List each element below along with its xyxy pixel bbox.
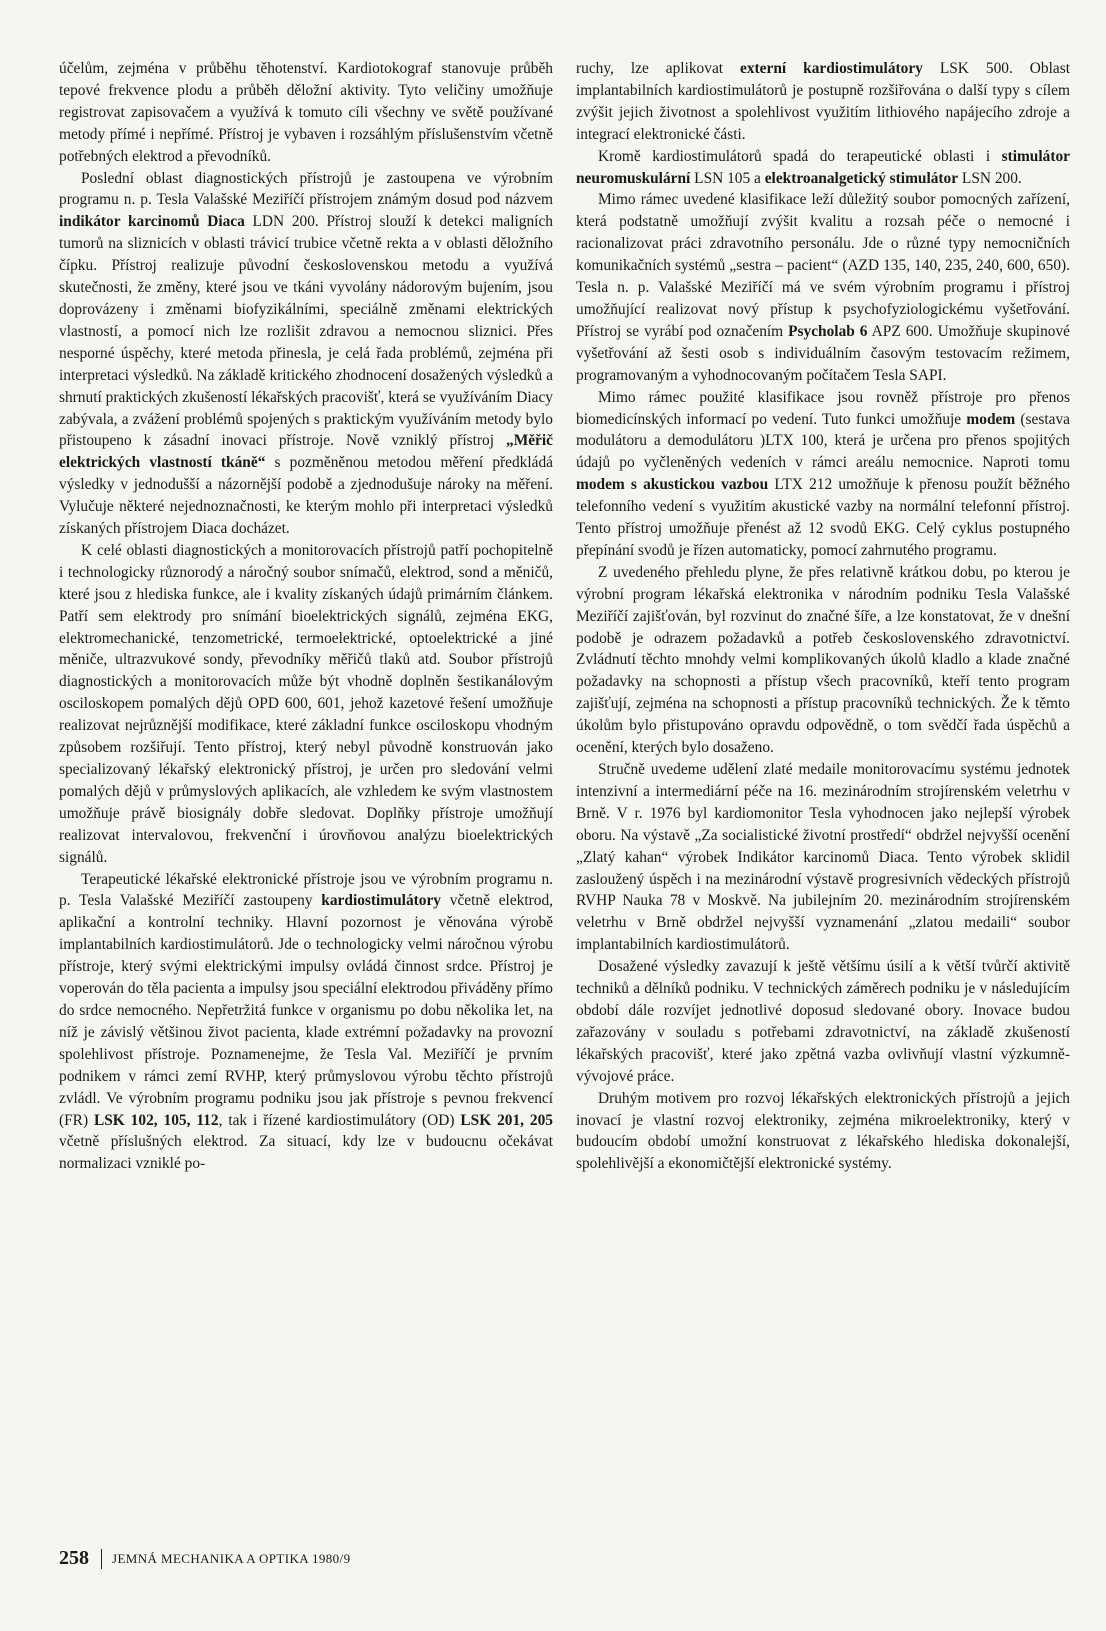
text-run: LSK 500. Oblast implantabilních kardiostimulátorů je postupně rozšiřována o další typy s cílem zvýšit jejich životnost a spolehlivost využitím lithiového napájecího zdroje a integrací elektronické části. (576, 60, 1070, 143)
text-run: LSN 200. (958, 169, 1022, 187)
text-run: Poslední oblast diagnostických přístrojů je zastoupena ve výrobním programu n. p. Tesla Valašské Meziříčí přístrojem známým dosud pod názvem (59, 169, 553, 209)
bold-text-run: modem s akustickou vazbou (576, 476, 769, 494)
text-run: K celé oblasti diagnostických a monitorovacích přístrojů patří pochopitelně i technologicky různorodý a náročný soubor snímačů, elektrod, sond a měničů, které jsou z hlediska funkce, ale i kvality získaných údajů primárním článkem. Patří sem elektrody pro snímání bioelektrických signálů, zejména EKG, elektromechanické, tenzometrické, termoelektrické, optoelektrické a jiné měniče, ultrazvukové sondy, převodníky měřičů tlaků atd. Soubor přístrojů diagnostických a monitorovacích může být vhodně doplněn šestikanálovým osciloskopem pomalých dějů OPD 600, 601, jehož kazetové řešení umožňuje realizovat nejrůznější modifikace, které základní funkce osciloskopu vhodným způsobem rozšiřují. Tento přístroj, který nebyl původně konstruován jako specializovaný lékařský elektronický přístroj, je určen pro sledování velmi pomalých dějů v průmyslových aplikacích, ale vzhledem ke svým vlastnostem umožňuje právě biosignály dobře sledovat. Doplňky přístroje umožňují realizovat intervalovou, frekvenční i úrovňovou analýzu bioelektrických signálů. (59, 541, 553, 866)
paragraph (576, 146, 1070, 190)
text-run: s pozměněnou metodou měření předkládá výsledky v jednodušší a názornější podobě a zjednodušuje nároky na měření. Vylučuje některé nejednoznačnosti, ke kterým mohlo při interpretaci výsledků získaných přístrojem Diaca docházet. (59, 454, 553, 538)
bold-text-run: LSK 201, 205 (460, 1111, 553, 1129)
paragraph (576, 562, 1070, 759)
paragraph (576, 956, 1070, 1087)
paragraph (576, 759, 1070, 956)
text-run: včetně elektrod, aplikační a kontrolní techniky. Hlavní pozornost je věnována výrobě implantabilních kardiostimulátorů. Jde o technologicky velmi náročnou výrobu přístroje, který svými elektrickými impulsy ovládá činnost srdce. Přístroj je voperován do těla pacienta a impulsy jsou speciální elektrodou přiváděny přímo do srdce nemocného. Nepřetržitá funkce v organismu po dobu několika let, na níž je závislý většinou život pacienta, klade extrémní požadavky na provozní spolehlivost přístroje. Poznamenejme, že Tesla Val. Meziříčí je prvním podnikem v rámci zemí RVHP, který průmyslovou výrobu těchto přístrojů zvládl. Ve výrobním programu podniku jsou jak přístroje s pevnou frekvencí (FR) (59, 892, 553, 1129)
text-run: Mimo rámec použité klasifikace jsou rovněž přístroje pro přenos biomedicínských informací po vedení. Tuto funkci umožňuje (576, 388, 1070, 428)
bold-text-run: elektroanalgetický stimulátor (764, 169, 959, 187)
text-run: Kromě kardiostimulátorů spadá do terapeutické oblasti i (598, 147, 1002, 165)
text-run: ruchy, lze aplikovat (576, 60, 741, 77)
text-run: Mimo rámec uvedené klasifikace leží důležitý soubor pomocných zařízení, která podstatně umožňují zvýšit kvalitu a rozsah péče o nemocné i racionalizovat práci zdravotního personálu. Jde o různé typy nemocničních komunikačních systémů „sestra – pacient“ (AZD 135, 140, 235, 240, 600, 650). Tesla n. p. Valašské Meziříčí má ve svém výrobním programu i přístroj umožňující realizovat nový přístup k psychofyziologickému vyšetřování. Přístroj se vyrábí pod označením (576, 191, 1070, 340)
text-run: účelům, zejména v průběhu těhotenství. Kardiotokograf stanovuje průběh tepové frekvence plodu a průběh děložní aktivity. Tyto veličiny umožňuje registrovat zapisovačem a využívá k tomuto cíli všechny ve světě používané metody přímé i nepřímé. Přístroj je vybaven i rozsáhlým příslušenstvím včetně potřebných elektrod a převodníků. (59, 60, 553, 165)
right-column (576, 58, 1070, 1175)
bold-text-run: „Měřič elektrických vlastností tkáně“ (59, 432, 553, 472)
text-run: , tak i řízené kardiostimulátory (OD) (218, 1111, 461, 1129)
text-run: APZ 600. Umožňuje skupinové vyšetřování až šesti osob s individuálním časovým testovacím režimem, programovaným a vyhodnocovaným počítačem Tesla SAPI. (576, 322, 1070, 384)
bold-text-run: indikátor karcinomů Diaca (59, 213, 245, 231)
paragraph (576, 387, 1070, 562)
paragraph (576, 58, 1070, 146)
paragraph (59, 58, 553, 168)
text-run: LDN 200. Přístroj slouží k detekci maligních tumorů na sliznicích v oblasti trávicí trubice včetně rekta a v oblasti děložního čípku. Přístroj realizuje původní československou metodu a využívá skutečnosti, že změny, které jsou ve tkáni vyvolány nádorovým bujením, jsou doprovázeny i změnami biofyzikálními, speciálně změnami elektrických vlastností, a pomocí nich lze rozlišit zdravou a nemocnou sliznici. Přes nesporné úspěchy, které metoda přinesla, je celá řada problémů, zejména při interpretaci výsledků. Na základě kritického zhodnocení dosažených výsledků a shrnutí praktických zkušeností lékařských pracovišť, která se využíváním Diacy zabývala, a zvážení problémů spojených s praktickým využíváním metody bylo přistoupeno k zásadní inovaci přístroje. Nově vzniklý přístroj (59, 213, 553, 450)
paragraph (59, 869, 553, 1176)
text-run: Z uvedeného přehledu plyne, že přes relativně krátkou dobu, po kterou je výrobní program lékařská elektronika v národním podniku Tesla Valašské Meziříčí zajišťován, byl rozvinut do značné šíře, a lze konstatovat, že v dnešní podobě je odrazem požadavků a potřeb československého zdravotnictví. Zvládnutí těchto mnohdy velmi komplikovaných úkolů kladlo a klade značné požadavky na schopnosti a přístup všech pracovníků, kteří tento program zajišťují, zejména na schopnosti a přístup pracovníků technických. Že k těmto úkolům bylo přistupováno opravdu odpovědně, o tom svědčí řada úspěchů a ocenění, kterých bylo dosaženo. (576, 563, 1070, 757)
footer-divider (101, 1549, 102, 1569)
text-run: Druhým motivem pro rozvoj lékařských elektronických přístrojů a jejich inovací je vlastní rozvoj elektroniky, zejména mikroelektroniky, který v budoucím období umožní konstruovat z lékařského hlediska dokonalejší, spolehlivější a ekonomičtější elektronické systémy. (576, 1089, 1070, 1173)
left-column (59, 58, 553, 1175)
bold-text-run: stimulátor neuromuskulární (576, 147, 1070, 187)
page-footer (59, 1547, 350, 1570)
text-run: LSN 105 a (690, 169, 765, 187)
page-number: 258 (59, 1547, 89, 1569)
text-run: včetně příslušných elektrod. Za situací, kdy lze v budoucnu očekávat normalizaci vzniklé po- (59, 1133, 553, 1173)
text-run: Dosažené výsledky zavazují k ještě většímu úsilí a k větší tvůrčí aktivitě techniků a dělníků podniku. V technických záměrech podniku je v následujícím období dále rozvíjet jednotlivé doposud sledované obory. Inovace budou zařazovány v souladu s potřebami zdravotnictví, na základě zkušeností lékařských pracovišť, které jako zpětná vazba ovlivňují vlastní výzkumně-vývojové práce. (576, 958, 1070, 1085)
bold-text-run: Psycholab 6 (788, 322, 868, 340)
bold-text-run: externí kardiostimulátory (740, 60, 923, 77)
text-run: (sestava modulátoru a demodulátoru )LTX 100, která je určena pro přenos spojitých údajů po vyčleněných vedeních v rámci areálu nemocnice. Naproti tomu (576, 410, 1070, 472)
bold-text-run: modem (966, 410, 1016, 428)
text-run: LTX 212 umožňuje k přenosu použít běžného telefonního vedení s využitím akustické vazby na normální telefonní přístroj. Tento přístroj umožňuje přenést až 12 svodů EKG. Celý cyklus postupného přepínání svodů je řízen automaticky, pomocí zahrnutého programu. (576, 476, 1070, 559)
paragraph (59, 540, 553, 869)
paragraph (59, 168, 553, 540)
paragraph (576, 189, 1070, 386)
text-run: Terapeutické lékařské elektronické přístroje jsou ve výrobním programu n. p. Tesla Valašské Meziříčí zastoupeny (59, 870, 553, 910)
text-run: Stručně uvedeme udělení zlaté medaile monitorovacímu systému jednotek intenzivní a intermediární péče na 16. mezinárodním strojírenském veletrhu v Brně. V r. 1976 byl kardiomonitor Tesla vyhodnocen jako nejlepší výrobek oboru. Na výstavě „Za socialistické životní prostředí“ obdržel nejvyšší ocenění „Zlatý kahan“ výrobek Indikátor karcinomů Diaca. Tento výrobek sklidil zasloužený úspěch i na mezinárodní výstavě progresivních vědeckých přístrojů RVHP Nauka 78 v Moskvě. Na jubilejním 20. mezinárodním strojírenském veletrhu v Brně obdržel nejvyšší vyznamenání „zlatou medaili“ soubor implantabilních kardiostimulátorů. (576, 761, 1070, 954)
paragraph (576, 1088, 1070, 1176)
bold-text-run: kardiostimulátory (321, 892, 442, 910)
journal-name: JEMNÁ MECHANIKA A OPTIKA 1980/9 (112, 1550, 351, 1566)
bold-text-run: LSK 102, 105, 112 (93, 1111, 219, 1129)
